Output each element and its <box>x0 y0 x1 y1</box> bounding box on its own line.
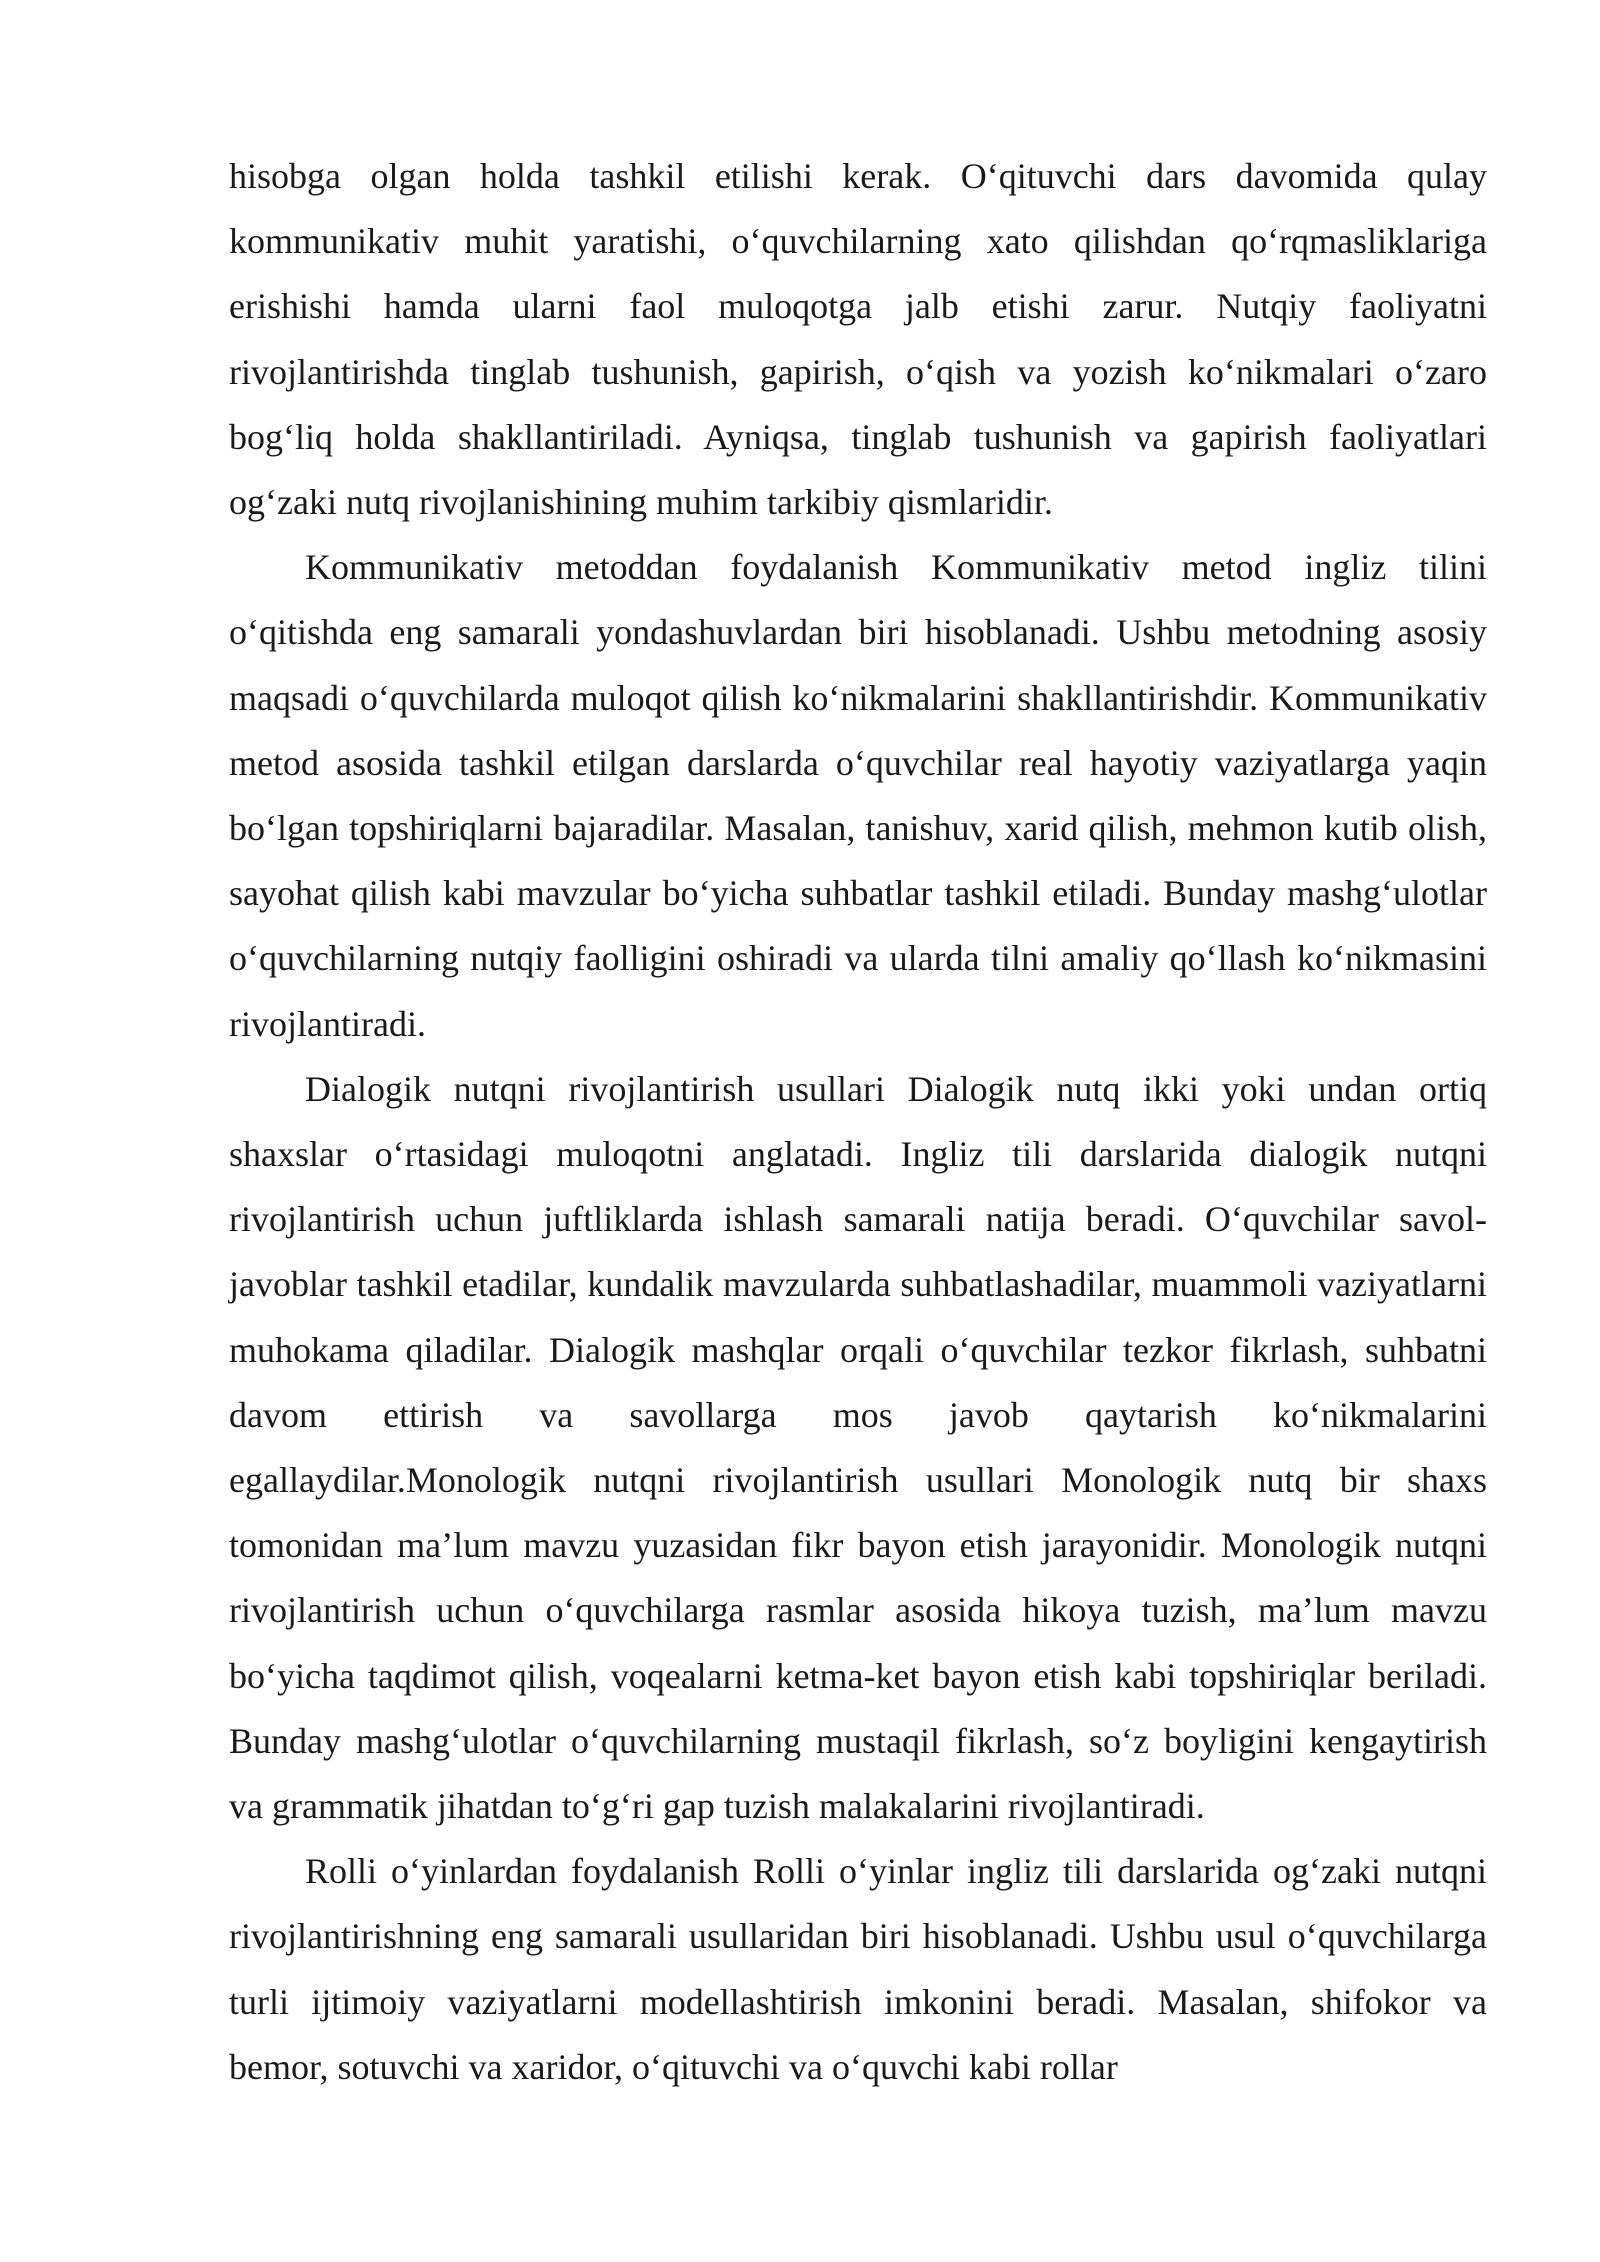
paragraph-continuation: hisobga olgan holda tashkil etilishi kerak. O‘qituvchi dars davomida qulay kommunikativ muhit yaratishi, o‘quvchilarning xato qilishdan qo‘rqmasliklariga erishishi hamda ularni faol muloqotga jalb etishi zarur. Nutqiy faoliyatni rivojlantirishda tinglab tushunish, gapirish, o‘qish va yozish ko‘nikmalari o‘zaro bog‘liq holda shakllantiriladi. Ayniqsa, tinglab tushunish va gapirish faoliyatlari og‘zaki nutq rivojlanishining muhim tarkibiy qismlaridir. <box>229 156 1487 523</box>
paragraph-dialogic-speech: Dialogik nutqni rivojlantirish usullari Dialogik nutq ikki yoki undan ortiq shaxslar o‘rtasidagi muloqotni anglatadi. Ingliz tili darslarida dialogik nutqni rivojlantirish uchun juftliklarda ishlash samarali natija beradi. O‘quvchilar savol-javoblar tashkil etadilar, kundalik mavzularda suhbatlashadilar, muammoli vaziyatlarni muhokama qiladilar. Dialogik mashqlar orqali o‘quvchilar tezkor fikrlash, suhbatni davom ettirish va savollarga mos javob qaytarish ko‘nikmalarini egallaydilar.Monologik nutqni rivojlantirish usullari Monologik nutq bir shaxs tomonidan ma’lum mavzu yuzasidan fikr bayon etish jarayonidir. Monologik nutqni rivojlantirish uchun o‘quvchilarga rasmlar asosida hikoya tuzish, ma’lum mavzu bo‘yicha taqdimot qilish, voqealarni ketma-ket bayon etish kabi topshiriqlar beriladi. Bunday mashg‘ulotlar o‘quvchilarning mustaqil fikrlash, so‘z boyligini kengaytirish va grammatik jihatdan to‘g‘ri gap tuzish malakalarini rivojlantiradi. <box>229 1068 1487 1827</box>
paragraph-role-play: Rolli o‘yinlardan foydalanish Rolli o‘yinlar ingliz tili darslarida og‘zaki nutqni rivojlantirishning eng samarali usullaridan biri hisoblanadi. Ushbu usul o‘quvchilarga turli ijtimoiy vaziyatlarni modellashtirish imkonini beradi. Masalan, shifokor va bemor, sotuvchi va xaridor, o‘qituvchi va o‘quvchi kabi rollar <box>229 1851 1487 2087</box>
document-page <box>229 144 1487 2100</box>
paragraph-communicative-method: Kommunikativ metoddan foydalanish Kommunikativ metod ingliz tilini o‘qitishda eng samarali yondashuvlardan biri hisoblanadi. Ushbu metodning asosiy maqsadi o‘quvchilarda muloqot qilish ko‘nikmalarini shakllantirishdir. Kommunikativ metod asosida tashkil etilgan darslarda o‘quvchilar real hayotiy vaziyatlarga yaqin bo‘lgan topshiriqlarni bajaradilar. Masalan, tanishuv, xarid qilish, mehmon kutib olish, sayohat qilish kabi mavzular bo‘yicha suhbatlar tashkil etiladi. Bunday mashg‘ulotlar o‘quvchilarning nutqiy faolligini oshiradi va ularda tilni amaliy qo‘llash ko‘nikmasini rivojlantiradi. <box>229 547 1487 1044</box>
